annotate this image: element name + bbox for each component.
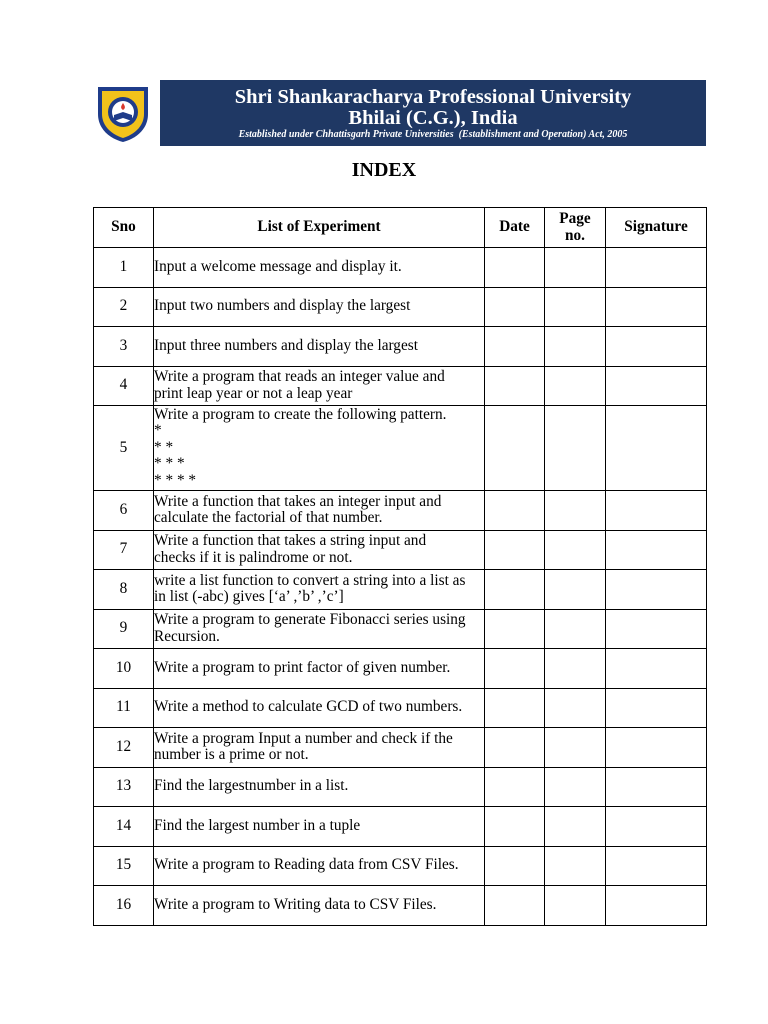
date-cell: [485, 688, 545, 728]
experiment-cell: [154, 649, 485, 689]
signature-cell: [606, 846, 707, 886]
signature-cell: [606, 287, 707, 327]
experiment-cell: [154, 530, 485, 570]
experiment-cell: [154, 609, 485, 649]
experiment-line: Find the largestnumber in a list.: [154, 777, 349, 795]
experiment-line: Write a program Input a number and check if the: [154, 729, 453, 747]
sno-cell: 10: [94, 649, 154, 689]
experiment-line: checks if it is palindrome or not.: [154, 548, 353, 566]
university-crest-icon: [95, 84, 151, 144]
date-cell: [485, 846, 545, 886]
page-no-cell: [545, 767, 606, 807]
experiment-line: Write a function that takes an integer input and: [154, 492, 442, 510]
date-cell: [485, 728, 545, 768]
signature-cell: [606, 530, 707, 570]
table-row: [94, 406, 707, 491]
experiment-cell: [154, 688, 485, 728]
experiment-line: * * *: [154, 455, 185, 473]
page-no-cell: [545, 287, 606, 327]
sno-cell: 12: [94, 728, 154, 768]
page-no-cell: [545, 807, 606, 847]
table-row: [94, 366, 707, 406]
table-row: [94, 728, 707, 768]
experiment-line: calculate the factorial of that number.: [154, 509, 383, 527]
table-body: [94, 248, 707, 926]
experiment-line: Input a welcome message and display it.: [154, 257, 402, 275]
sno-cell: 15: [94, 846, 154, 886]
experiment-cell: [154, 807, 485, 847]
university-name: Shri Shankaracharya Professional University: [234, 86, 632, 108]
signature-cell: [606, 491, 707, 531]
date-cell: [485, 248, 545, 288]
experiment-cell: [154, 327, 485, 367]
sno-cell: 2: [94, 287, 154, 327]
experiment-cell: [154, 406, 485, 491]
date-cell: [485, 807, 545, 847]
table-row: [94, 767, 707, 807]
page-no-cell: [545, 728, 606, 768]
table-row: [94, 807, 707, 847]
table-header-row: [94, 208, 707, 248]
experiment-cell: [154, 767, 485, 807]
date-cell: [485, 491, 545, 531]
table-row: [94, 688, 707, 728]
table-row: [94, 846, 707, 886]
sno-cell: 4: [94, 366, 154, 406]
experiment-cell: [154, 248, 485, 288]
page-no-cell: [545, 649, 606, 689]
sno-cell: 16: [94, 886, 154, 926]
page-title: INDEX: [351, 159, 417, 181]
table-row: [94, 491, 707, 531]
page-no-cell: [545, 491, 606, 531]
table-row: [94, 609, 707, 649]
experiment-line: Write a program to print factor of given number.: [154, 658, 451, 676]
page-no-cell: [545, 570, 606, 610]
experiment-line: write a list function to convert a string into a list as: [154, 571, 466, 589]
signature-cell: [606, 886, 707, 926]
experiment-line: Write a function that takes a string input and: [154, 532, 427, 550]
table-row: [94, 886, 707, 926]
experiment-line: print leap year or not a leap year: [154, 384, 353, 402]
signature-cell: [606, 688, 707, 728]
experiment-cell: [154, 491, 485, 531]
experiment-cell: [154, 570, 485, 610]
date-cell: [485, 649, 545, 689]
signature-cell: [606, 327, 707, 367]
date-cell: [485, 886, 545, 926]
page-no-label: Page no.: [559, 209, 591, 244]
experiment-line: Find the largest number in a tuple: [154, 816, 361, 834]
signature-cell: [606, 570, 707, 610]
experiment-line: Write a program to Writing data to CSV Files.: [154, 895, 437, 913]
date-cell: [485, 530, 545, 570]
experiment-cell: [154, 287, 485, 327]
page-no-cell: [545, 530, 606, 570]
header-banner: [160, 80, 706, 146]
column-header-experiment: List of Experiment: [154, 208, 485, 248]
page-no-cell: [545, 248, 606, 288]
experiment-line: * *: [154, 438, 174, 456]
signature-cell: [606, 609, 707, 649]
experiment-line: in list (-abc) gives [‘a’ ,’b’ ,’c’]: [154, 588, 344, 606]
signature-cell: [606, 248, 707, 288]
experiment-line: number is a prime or not.: [154, 746, 309, 764]
experiment-cell: [154, 886, 485, 926]
page-no-cell: [545, 846, 606, 886]
column-header-date: Date: [485, 208, 545, 248]
signature-cell: [606, 366, 707, 406]
sno-cell: 1: [94, 248, 154, 288]
table-row: [94, 287, 707, 327]
page-no-cell: [545, 327, 606, 367]
date-cell: [485, 366, 545, 406]
experiment-line: * * * *: [154, 471, 197, 489]
table-row: [94, 530, 707, 570]
sno-cell: 14: [94, 807, 154, 847]
sno-cell: 6: [94, 491, 154, 531]
table-row: [94, 649, 707, 689]
sno-cell: 11: [94, 688, 154, 728]
page-no-cell: [545, 886, 606, 926]
experiment-line: Write a program to create the following pattern.: [154, 405, 447, 423]
date-cell: [485, 327, 545, 367]
column-header-sno: Sno: [94, 208, 154, 248]
experiment-line: *: [154, 422, 162, 440]
sno-cell: 5: [94, 406, 154, 491]
experiment-line: Input two numbers and display the largest: [154, 297, 411, 315]
signature-cell: [606, 807, 707, 847]
experiment-line: Write a program to generate Fibonacci series using: [154, 611, 466, 629]
experiment-line: Input three numbers and display the largest: [154, 336, 418, 354]
experiment-line: Write a program that reads an integer value and: [154, 368, 445, 386]
sno-cell: 8: [94, 570, 154, 610]
experiment-cell: [154, 728, 485, 768]
date-cell: [485, 287, 545, 327]
signature-cell: [606, 406, 707, 491]
page-no-cell: [545, 406, 606, 491]
table-row: [94, 327, 707, 367]
university-location: Bhilai (C.G.), India: [348, 107, 518, 129]
experiment-line: Write a program to Reading data from CSV Files.: [154, 856, 459, 874]
date-cell: [485, 406, 545, 491]
sno-cell: 13: [94, 767, 154, 807]
signature-cell: [606, 767, 707, 807]
sno-cell: 9: [94, 609, 154, 649]
sno-cell: 3: [94, 327, 154, 367]
column-header-page-no: [545, 208, 606, 248]
index-table: [93, 207, 707, 926]
establishment-note: Established under Chhattisgarh Private Universities (Establishment and Operation) Act, 2005: [238, 129, 628, 140]
experiment-line: Recursion.: [154, 627, 220, 645]
table-row: [94, 248, 707, 288]
signature-cell: [606, 649, 707, 689]
table-row: [94, 570, 707, 610]
date-cell: [485, 609, 545, 649]
experiment-line: Write a method to calculate GCD of two numbers.: [154, 698, 463, 716]
experiment-cell: [154, 366, 485, 406]
page-no-cell: [545, 688, 606, 728]
page-no-cell: [545, 609, 606, 649]
experiment-cell: [154, 846, 485, 886]
sno-cell: 7: [94, 530, 154, 570]
signature-cell: [606, 728, 707, 768]
column-header-signature: Signature: [606, 208, 707, 248]
date-cell: [485, 767, 545, 807]
page-no-cell: [545, 366, 606, 406]
date-cell: [485, 570, 545, 610]
